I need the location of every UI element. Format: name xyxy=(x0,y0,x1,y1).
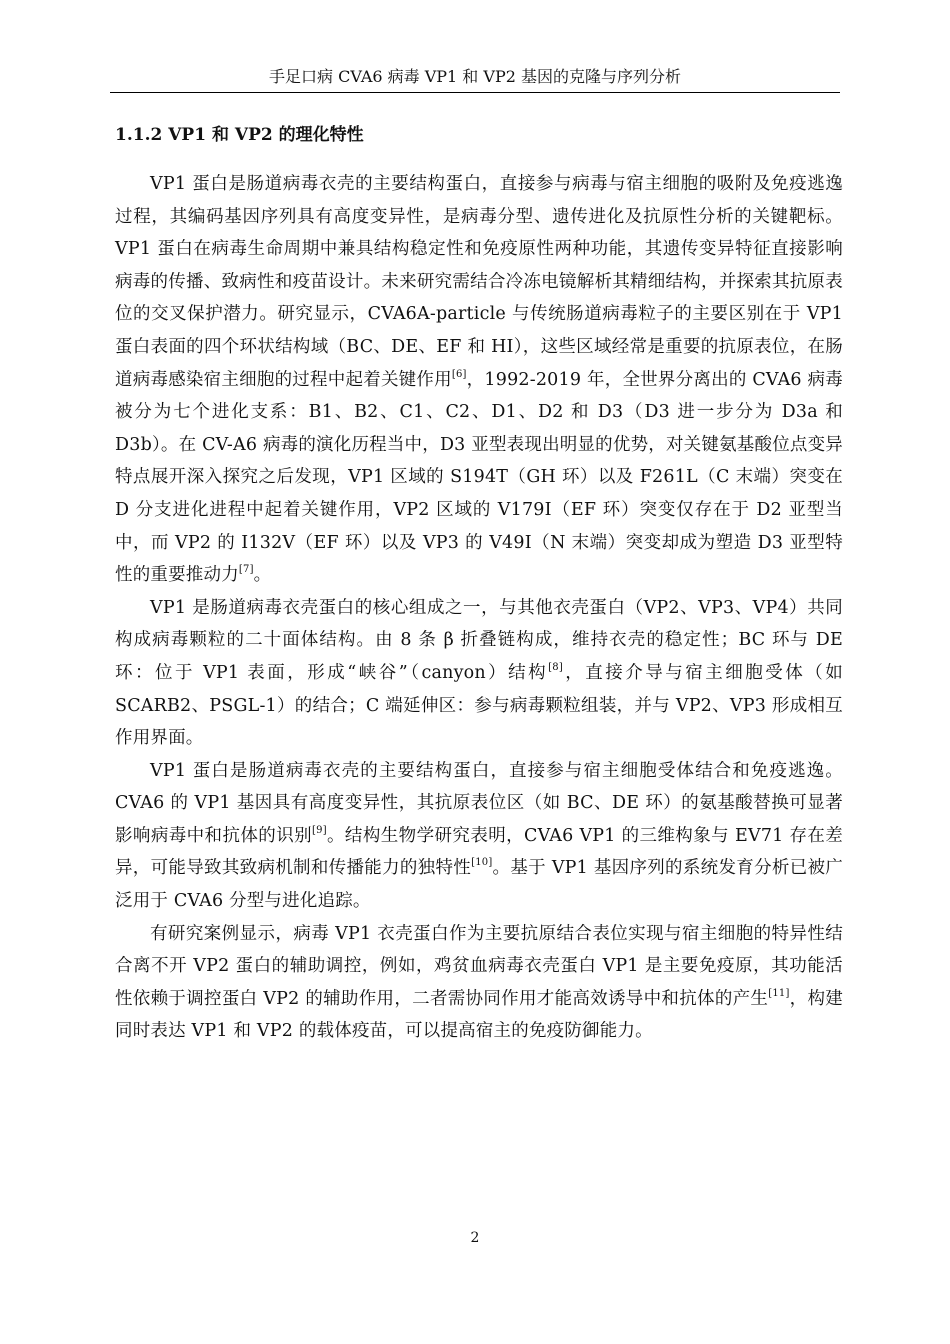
paragraph-text: 。基于 VP1 基因序列的系统发育分析已被广泛用于 CVA6 分型与进化追踪。 xyxy=(115,858,844,912)
citation: [9] xyxy=(312,824,327,836)
running-header: 手足口病 CVA6 病毒 VP1 和 VP2 基因的克隆与序列分析 xyxy=(269,67,681,86)
citation: [11] xyxy=(768,987,790,999)
paragraph-text: VP1 蛋白是肠道病毒衣壳的主要结构蛋白，直接参与宿主细胞受体结合和免疫逃逸。CVA6 的 VP1 基因具有高度变异性，其抗原表位区（如 BC、DE 环）的氨基酸替换可显著影响病毒中和抗体的识别 xyxy=(115,760,843,846)
header-rule xyxy=(110,92,840,93)
citation: [8] xyxy=(548,661,563,673)
paragraph-text: ，构建同时表达 VP1 和 VP2 的载体疫苗，可以提高宿主的免疫防御能力。 xyxy=(115,988,843,1042)
section-heading: 1.1.2 VP1 和 VP2 的理化特性 xyxy=(115,125,364,145)
body-text xyxy=(115,168,843,1048)
paragraph-text: ，1992-2019 年，全世界分离出的 CVA6 病毒被分为七个进化支系：B1、B2、C1、C2、D1、D2 和 D3（D3 进一步分为 D3a 和 D3b）。在 CV-A6 病毒的演化历程当中，D3 亚型表现出明显的优势，对关键氨基酸位点变异特点展开深入探究之后发现，VP1 区域的 S194T（GH 环）以及 F261L（C 末端）突变在 D 分支进化进程中起着关键作用，VP2 区域的 V179I（EF 环）突变仅存在于 D2 亚型当中，而 VP2 的 I132V（EF 环）以及 VP3 的 V49I（N 末端）突变却成为塑造 D3 亚型特性的重要推动力 xyxy=(115,369,843,586)
paragraph-text: 有研究案例显示，病毒 VP1 衣壳蛋白作为主要抗原结合表位实现与宿主细胞的特异性结合离不开 VP2 蛋白的辅助调控，例如，鸡贫血病毒衣壳蛋白 VP1 是主要免疫原，其功能活性依赖于调控蛋白 VP2 的辅助作用，二者需协同作用才能高效诱导中和抗体的产生 xyxy=(115,923,843,1009)
citation: [10] xyxy=(471,857,493,869)
paragraph-text: 。结构生物学研究表明，CVA6 VP1 的三维构象与 EV71 存在差异，可能导致其致病机制和传播能力的独特性 xyxy=(115,825,844,879)
paragraph-1 xyxy=(115,168,843,592)
citation: [6] xyxy=(451,368,467,380)
paragraph-text: ，直接介导与宿主细胞受体（如 SCARB2、PSGL-1）的结合；C 端延伸区：参与病毒颗粒组装，并与 VP2、VP3 形成相互作用界面。 xyxy=(115,662,843,749)
page-number: 2 xyxy=(470,1230,480,1246)
paragraph-2 xyxy=(115,592,843,755)
paragraph-text: VP1 是肠道病毒衣壳蛋白的核心组成之一，与其他衣壳蛋白（VP2、VP3、VP4）共同构成病毒颗粒的二十面体结构。由 8 条 β 折叠链构成，维持衣壳的稳定性；BC 环与 DE 环：位于 VP1 表面，形成“峡谷”（canyon）结构 xyxy=(115,597,843,683)
paragraph-4 xyxy=(115,918,843,1048)
citation: [7] xyxy=(238,564,254,576)
paragraph-text: VP1 蛋白是肠道病毒衣壳的主要结构蛋白，直接参与病毒与宿主细胞的吸附及免疫逃逸过程，其编码基因序列具有高度变异性，是病毒分型、遗传进化及抗原性分析的关键靶标。VP1 蛋白在病毒生命周期中兼具结构稳定性和免疫原性两种功能，其遗传变异特征直接影响病毒的传播、致病性和疫苗设计。未来研究需结合冷冻电镜解析其精细结构，并探索其抗原表位的交叉保护潜力。研究显示，CVA6A-particle 与传统肠道病毒粒子的主要区别在于 VP1 蛋白表面的四个环状结构域（BC、DE、EF 和 HI），这些区域经常是重要的抗原表位，在肠道病毒感染宿主细胞的过程中起着关键作用 xyxy=(115,174,843,390)
paragraph-text: 。 xyxy=(253,565,272,586)
paragraph-3 xyxy=(115,755,843,918)
